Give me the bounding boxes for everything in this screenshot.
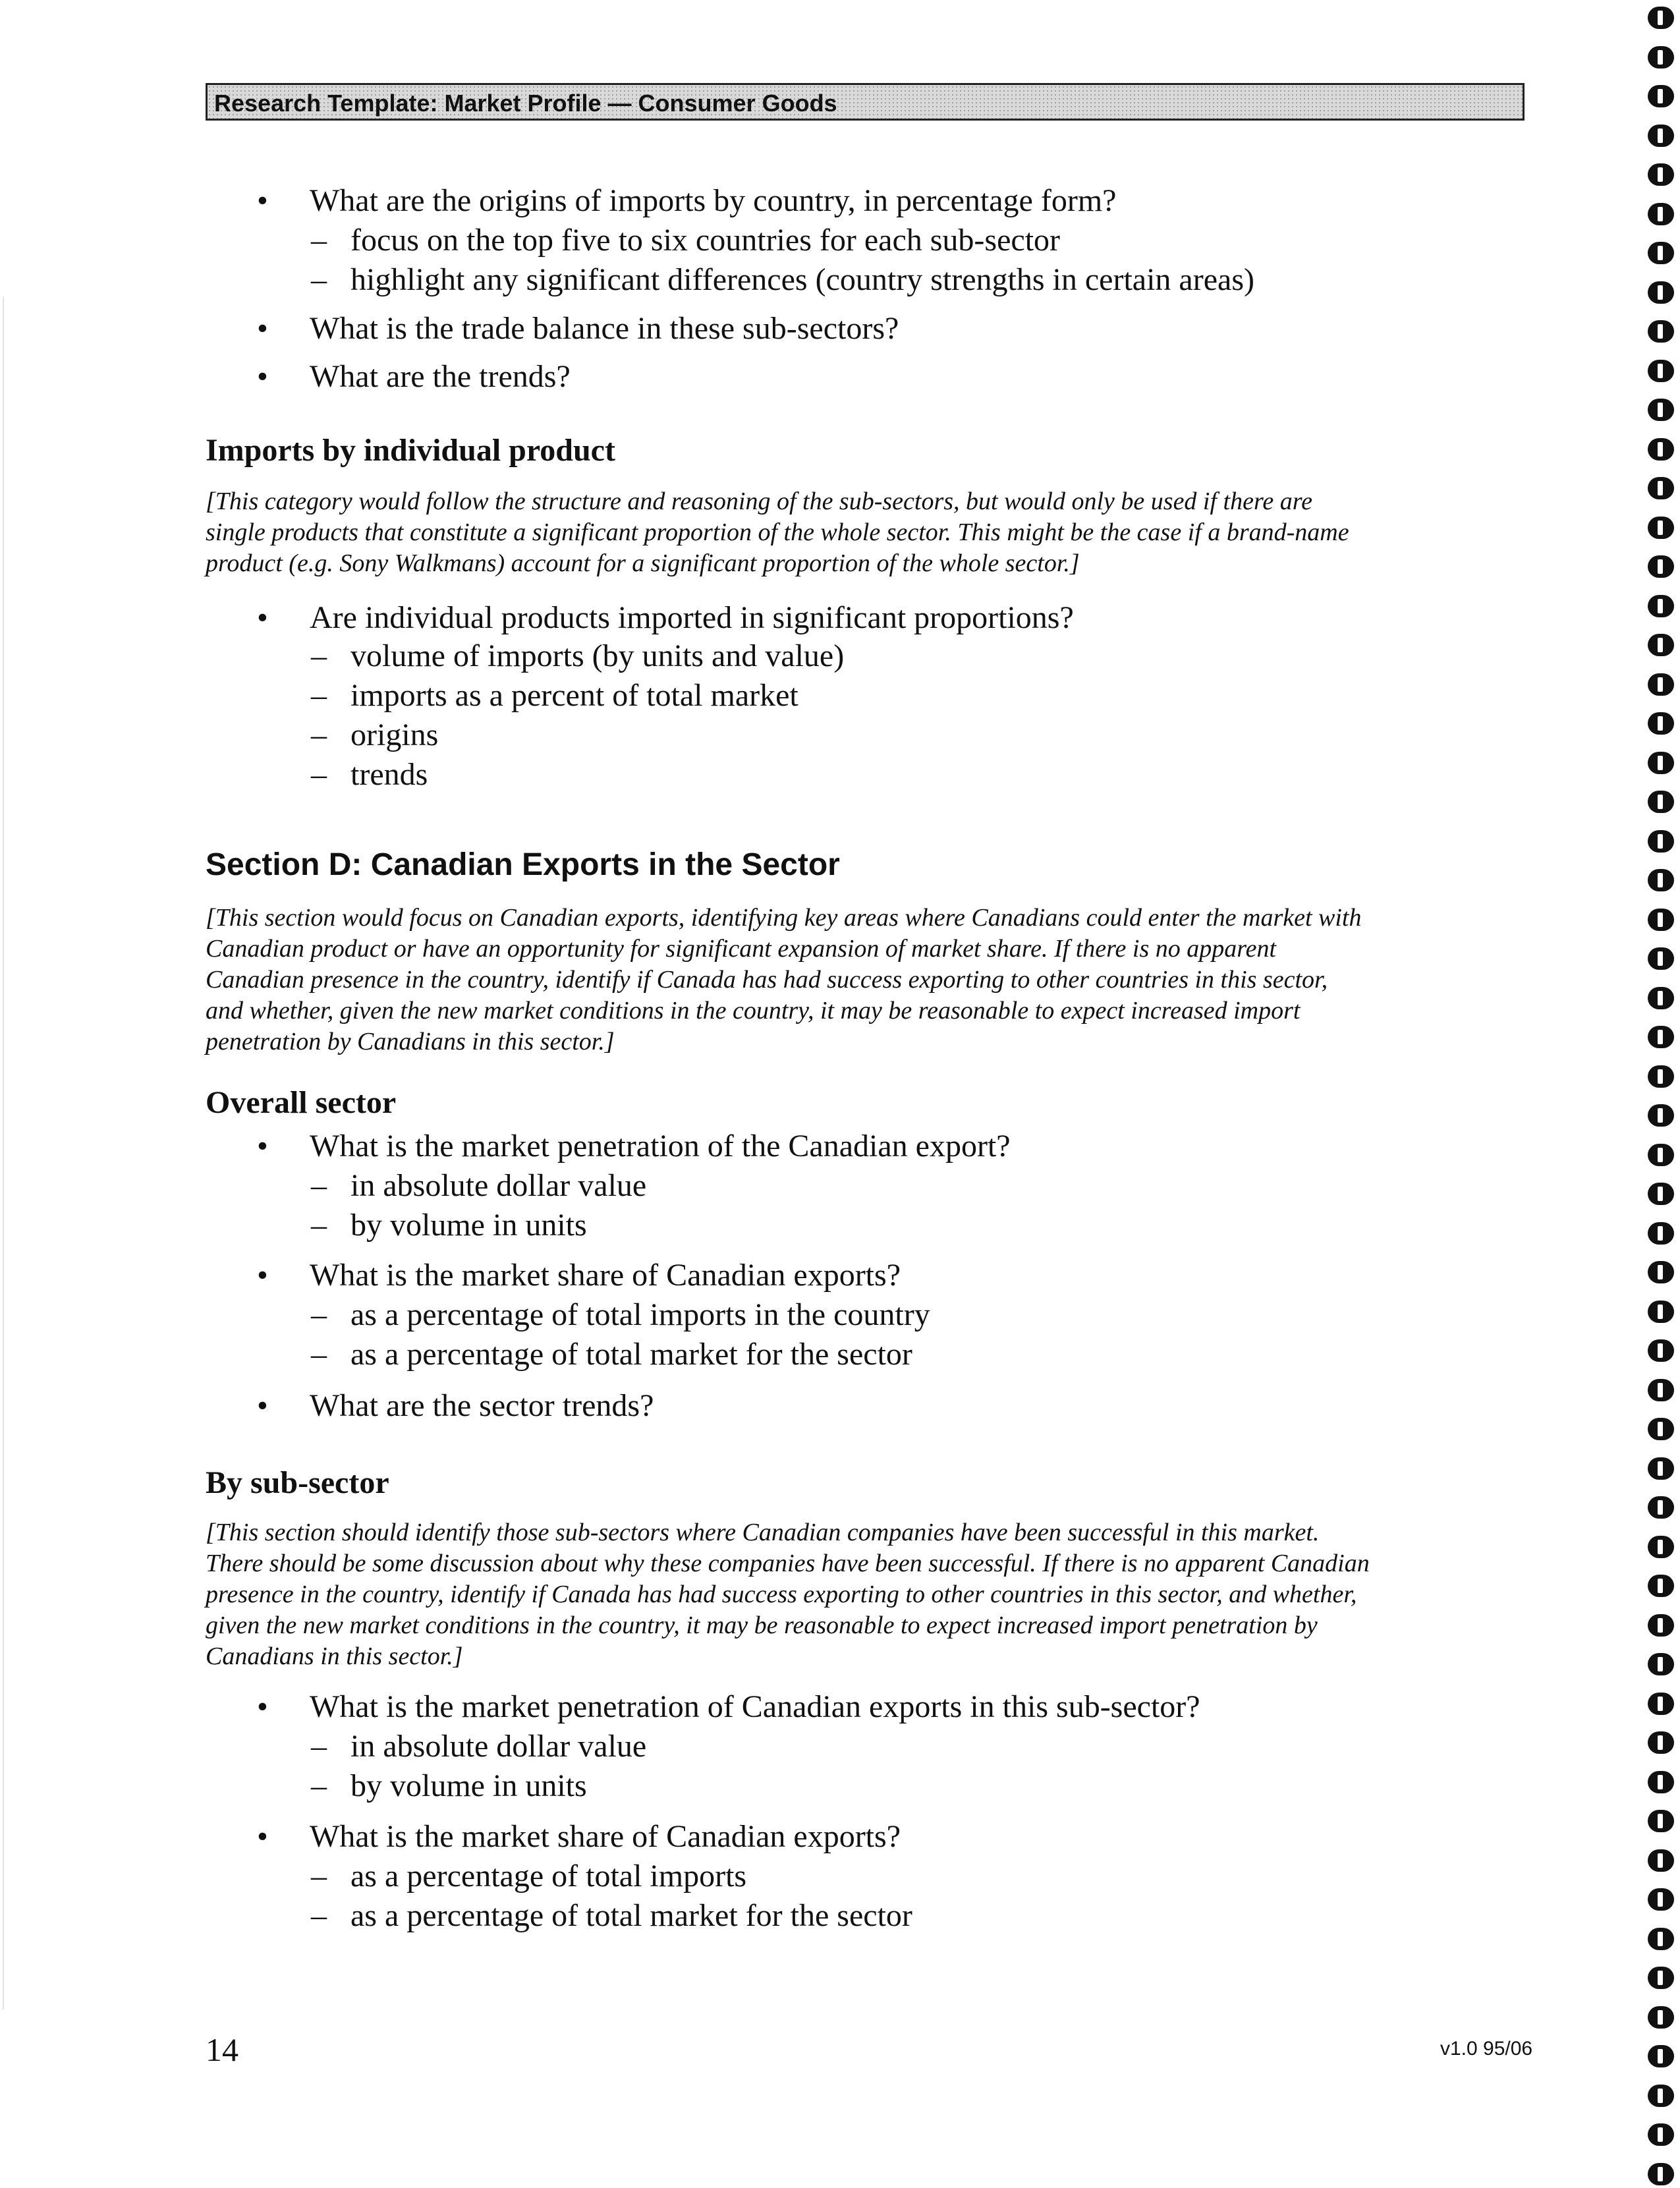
editorial-note-line: Canadians in this sector.] — [206, 1642, 463, 1670]
binding-hole — [1648, 2163, 1674, 2185]
dash-symbol: – — [311, 1208, 327, 1243]
binding-hole — [1648, 399, 1674, 421]
sub-item-text: in absolute dollar value — [350, 1168, 647, 1203]
editorial-note-line: product (e.g. Sony Walkmans) account for a significant proportion of the whole sector.] — [206, 549, 1080, 577]
sub-item-text: as a percentage of total market for the sector — [350, 1337, 912, 1372]
sub-item-text: as a percentage of total market for the sector — [350, 1898, 912, 1933]
binding-hole — [1648, 987, 1674, 1009]
binding-hole — [1648, 1693, 1674, 1715]
binding-hole — [1648, 752, 1674, 774]
bullet-text: What is the market share of Canadian exports? — [310, 1819, 901, 1854]
running-header-title: Research Template: Market Profile — Consumer Goods — [214, 90, 837, 117]
binding-hole — [1648, 477, 1674, 499]
editorial-note-line: single products that constitute a significant proportion of the whole sector. This might be the case if a brand-name — [206, 519, 1349, 546]
dash-symbol: – — [311, 1859, 327, 1893]
running-header — [206, 83, 1525, 121]
page-number: 14 — [206, 2031, 238, 2068]
dash-symbol: – — [311, 1168, 327, 1203]
binding-hole — [1648, 947, 1674, 970]
binding-hole — [1648, 1104, 1674, 1127]
editorial-note-line: penetration by Canadians in this sector.] — [206, 1028, 615, 1055]
binding-hole — [1648, 1496, 1674, 1519]
version-label: v1.0 95/06 — [1440, 2038, 1533, 2060]
binding-hole — [1648, 517, 1674, 539]
section-heading-section-d: Section D: Canadian Exports in the Sector — [206, 847, 840, 882]
binding-hole — [1648, 1614, 1674, 1637]
binding-hole — [1648, 1379, 1674, 1401]
sub-item-text: highlight any significant differences (country strengths in certain areas) — [350, 262, 1254, 297]
binding-hole — [1648, 869, 1674, 891]
editorial-note-line: given the new market conditions in the country, it may be reasonable to expect increased import penetration by — [206, 1612, 1318, 1639]
binding-hole — [1648, 1810, 1674, 1832]
dash-symbol: – — [311, 678, 327, 713]
bullet-text: What are the trends? — [310, 359, 571, 394]
sub-item-text: trends — [350, 757, 428, 792]
bullet-text: Are individual products imported in significant proportions? — [310, 600, 1074, 635]
binding-hole — [1648, 281, 1674, 304]
binding-hole — [1648, 85, 1674, 107]
binding-hole — [1648, 242, 1674, 264]
bullet-symbol: • — [257, 1388, 268, 1423]
bullet-text: What is the market penetration of Canadian exports in this sub-sector? — [310, 1689, 1200, 1724]
binding-hole — [1648, 438, 1674, 461]
bullet-symbol: • — [257, 1129, 268, 1164]
bullet-text: What is the market penetration of the Canadian export? — [310, 1129, 1011, 1164]
binding-hole — [1648, 712, 1674, 735]
sub-item-text: in absolute dollar value — [350, 1729, 647, 1764]
dash-symbol: – — [311, 717, 327, 752]
dash-symbol: – — [311, 1297, 327, 1332]
dash-symbol: – — [311, 638, 327, 673]
dash-symbol: – — [311, 757, 327, 792]
binding-hole — [1648, 830, 1674, 853]
binding-hole — [1648, 1575, 1674, 1597]
dash-symbol: – — [311, 262, 327, 297]
sub-item-text: as a percentage of total imports in the country — [350, 1297, 930, 1332]
binding-hole — [1648, 1339, 1674, 1362]
binding-hole — [1648, 1065, 1674, 1088]
dash-symbol: – — [311, 1729, 327, 1764]
section-heading-overall-sector: Overall sector — [206, 1085, 397, 1120]
bullet-text: What are the sector trends? — [310, 1388, 654, 1423]
editorial-note-line: [This category would follow the structure and reasoning of the sub-sectors, but would only be used if there are — [206, 488, 1312, 515]
binding-hole — [1648, 673, 1674, 696]
binding-hole — [1648, 1771, 1674, 1793]
bullet-symbol: • — [257, 311, 268, 346]
editorial-note-line: [This section would focus on Canadian exports, identifying key areas where Canadians could enter the market with — [206, 904, 1362, 932]
dash-symbol: – — [311, 1898, 327, 1933]
bullet-symbol: • — [257, 1689, 268, 1724]
sub-item-text: focus on the top five to six countries for each sub-sector — [350, 223, 1061, 258]
binding-hole — [1648, 7, 1674, 29]
binding-hole — [1648, 791, 1674, 813]
editorial-note-line: Canadian product or have an opportunity for significant expansion of market share. If there is no apparent — [206, 935, 1277, 963]
binding-hole — [1648, 1222, 1674, 1245]
binding-hole — [1648, 1183, 1674, 1205]
bullet-text: What is the market share of Canadian exports? — [310, 1258, 901, 1293]
bullet-symbol: • — [257, 359, 268, 394]
binding-hole — [1648, 909, 1674, 931]
dash-symbol: – — [311, 223, 327, 258]
binding-hole — [1648, 2085, 1674, 2107]
binding-hole — [1648, 555, 1674, 578]
binding-hole — [1648, 1026, 1674, 1048]
binding-hole — [1648, 1144, 1674, 1166]
spiral-binding-holes — [1642, 0, 1680, 2188]
scan-margin-line — [3, 296, 4, 2009]
binding-hole — [1648, 1928, 1674, 1950]
bullet-symbol: • — [257, 600, 268, 635]
bullet-symbol: • — [257, 1819, 268, 1854]
bullet-text: What are the origins of imports by country, in percentage form? — [310, 183, 1117, 218]
binding-hole — [1648, 2006, 1674, 2029]
section-heading-imports-by-product: Imports by individual product — [206, 433, 615, 468]
section-heading-by-sub-sector: By sub-sector — [206, 1465, 389, 1500]
sub-item-text: imports as a percent of total market — [350, 678, 798, 713]
sub-item-text: as a percentage of total imports — [350, 1859, 747, 1893]
binding-hole — [1648, 46, 1674, 69]
binding-hole — [1648, 1653, 1674, 1675]
binding-hole — [1648, 1457, 1674, 1480]
sub-item-text: volume of imports (by units and value) — [350, 638, 845, 673]
dash-symbol: – — [311, 1768, 327, 1803]
editorial-note-line: Canadian presence in the country, identify if Canada has had success exporting to other countries in this sector, — [206, 966, 1328, 994]
binding-hole — [1648, 595, 1674, 617]
binding-hole — [1648, 634, 1674, 656]
editorial-note-line: and whether, given the new market conditions in the country, it may be reasonable to expect increased import — [206, 997, 1301, 1024]
binding-hole — [1648, 320, 1674, 343]
binding-hole — [1648, 1418, 1674, 1440]
editorial-note-line: [This section should identify those sub-sectors where Canadian companies have been successful in this market. — [206, 1519, 1320, 1546]
binding-hole — [1648, 1967, 1674, 1989]
binding-hole — [1648, 1261, 1674, 1283]
sub-item-text: origins — [350, 717, 439, 752]
binding-hole — [1648, 1301, 1674, 1323]
bullet-symbol: • — [257, 183, 268, 218]
binding-hole — [1648, 163, 1674, 186]
binding-hole — [1648, 2123, 1674, 2146]
binding-hole — [1648, 1731, 1674, 1754]
binding-hole — [1648, 1849, 1674, 1872]
binding-hole — [1648, 125, 1674, 147]
binding-hole — [1648, 203, 1674, 225]
binding-hole — [1648, 360, 1674, 382]
binding-hole — [1648, 2045, 1674, 2067]
bullet-symbol: • — [257, 1258, 268, 1293]
binding-hole — [1648, 1536, 1674, 1558]
sub-item-text: by volume in units — [350, 1208, 587, 1243]
binding-hole — [1648, 1888, 1674, 1911]
editorial-note-line: presence in the country, identify if Canada has had success exporting to other countries in this sector, and whether, — [206, 1581, 1357, 1608]
dash-symbol: – — [311, 1337, 327, 1372]
sub-item-text: by volume in units — [350, 1768, 587, 1803]
bullet-text: What is the trade balance in these sub-sectors? — [310, 311, 899, 346]
editorial-note-line: There should be some discussion about why these companies have been successful. If there is no apparent Canadian — [206, 1550, 1370, 1577]
